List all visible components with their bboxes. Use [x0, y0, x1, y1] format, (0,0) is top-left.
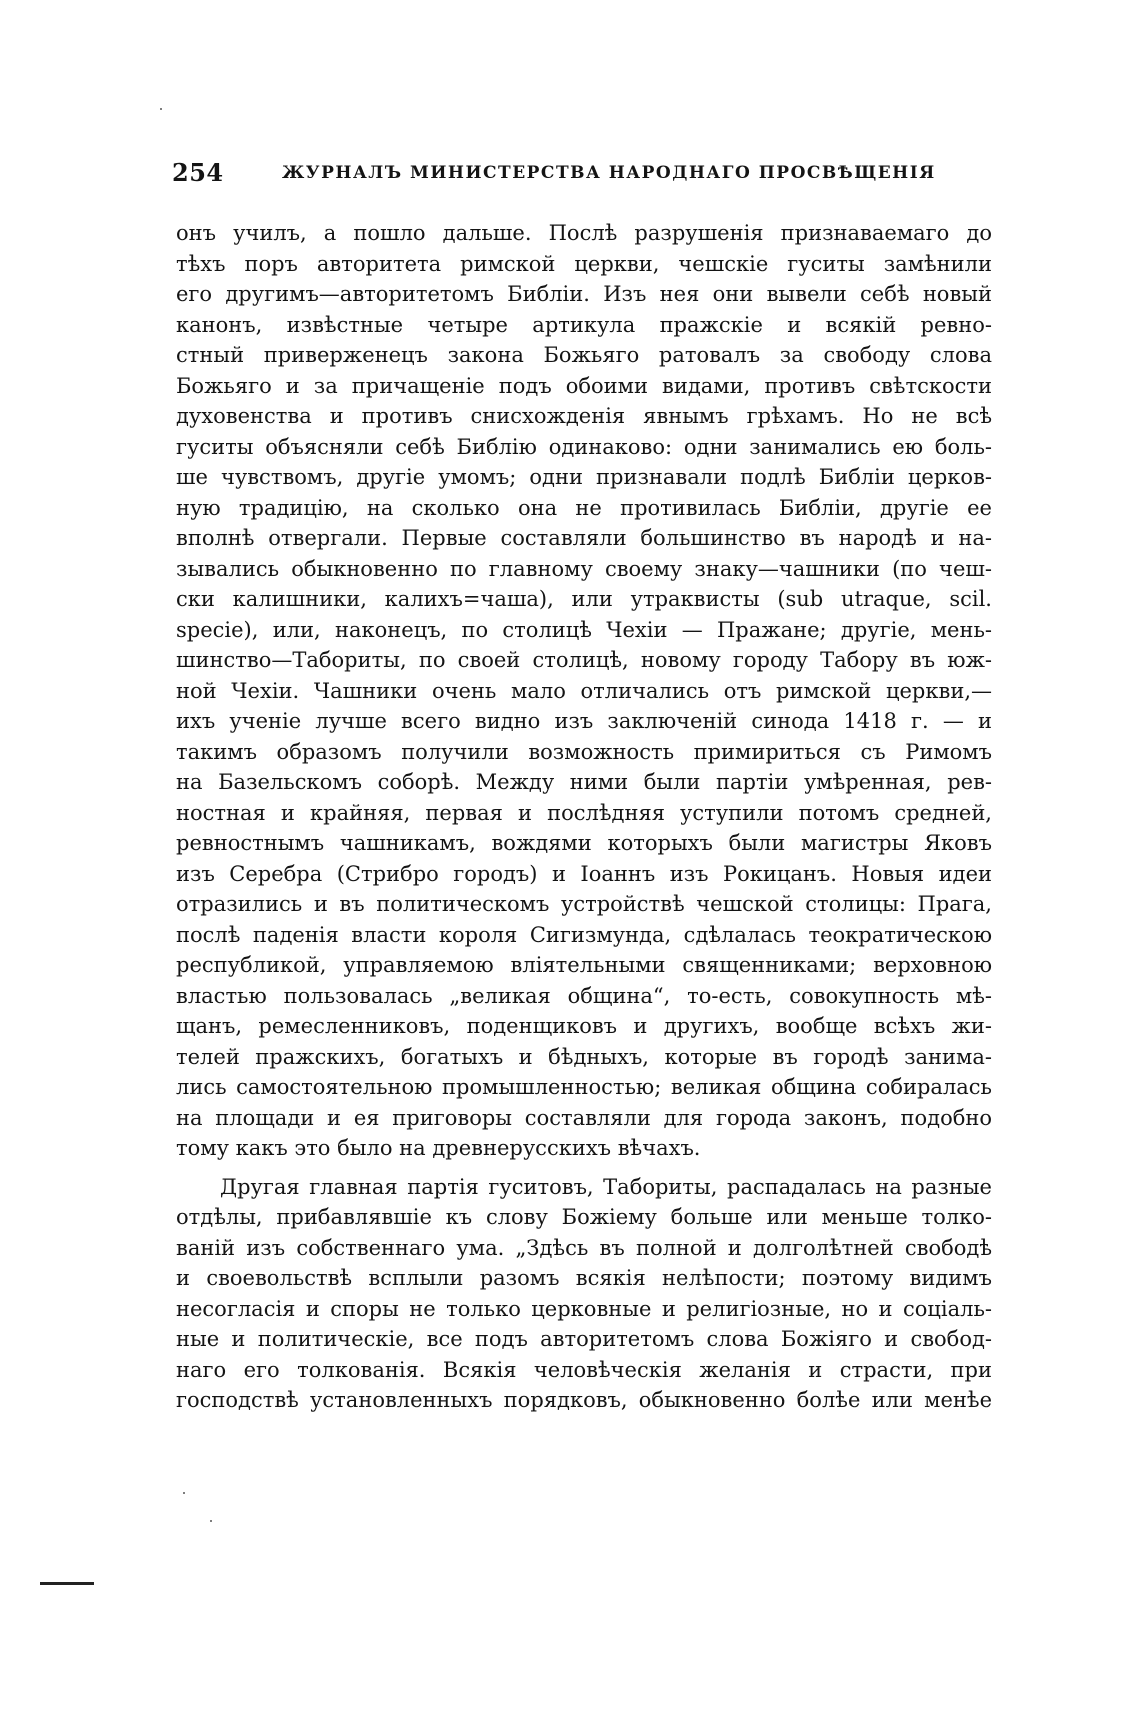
- text-line: канонъ, извѣстные четыре артикула пражскіе и всякій ревно-: [176, 312, 992, 337]
- text-line: ихъ ученіе лучше всего видно изъ заключеній синода 1418 г. — и: [176, 709, 992, 733]
- text-line: зывались обыкновенно по главному своему знаку—чашники (по чеш-: [176, 556, 992, 581]
- text-line: господствѣ установленныхъ порядковъ, обыкновенно болѣе или менѣе: [176, 1388, 992, 1412]
- text-line: отдѣлы, прибавлявшіе къ слову Божіему больше или меньше толко-: [176, 1205, 992, 1229]
- text-line: ные и политическіе, все подъ авторитетомъ слова Божіяго и свобод-: [176, 1327, 992, 1351]
- text-line: несогласія и споры не только церковные и религіозные, но и соціаль-: [176, 1296, 992, 1321]
- text-line: specie), или, наконецъ, по столицѣ Чехіи — Пражане; другіе, мень-: [176, 617, 992, 642]
- text-line: на Базельскомъ соборѣ. Между ними были партіи умѣренная, рев-: [176, 770, 992, 794]
- paragraph: [176, 1172, 992, 1416]
- text-line: щанъ, ремесленниковъ, поденщиковъ и другихъ, вообще всѣхъ жи-: [176, 1014, 992, 1038]
- text-line: наго его толкованія. Всякія человѣческія желанія и страсти, при: [176, 1357, 992, 1382]
- text-line: ной Чехіи. Чашники очень мало отличались отъ римской церкви,—: [176, 678, 992, 703]
- margin-rule: [40, 1582, 94, 1585]
- text-line: ную традицію, на сколько она не противилась Библіи, другіе ее: [176, 495, 992, 520]
- text-line: на площади и ея приговоры составляли для города законъ, подобно: [176, 1105, 992, 1130]
- text-line: лись самостоятельною промышленностью; великая община собиралась: [176, 1075, 992, 1099]
- text-line: ски калишники, калихъ=чаша), или утраквисты (sub utraque, scil.: [176, 587, 992, 611]
- page-header: [172, 158, 992, 194]
- page-number: 254: [172, 158, 224, 187]
- text-line: гуситы объясняли себѣ Библію одинаково: одни занимались ею боль-: [176, 434, 992, 459]
- text-line: такимъ образомъ получили возможность примириться съ Римомъ: [176, 739, 992, 764]
- text-line: стный приверженецъ закона Божьяго ратовалъ за свободу слова: [176, 343, 992, 367]
- text-line: тѣхъ поръ авторитета римской церкви, чешскіе гуситы замѣнили: [176, 251, 992, 276]
- text-line: вполнѣ отвергали. Первые составляли большинство въ народѣ и на-: [176, 526, 992, 550]
- text-line: отразились и въ политическомъ устройствѣ чешской столицы: Прага,: [176, 892, 992, 916]
- body-text: [176, 218, 992, 1416]
- text-line: духовенства и противъ снисхожденія явнымъ грѣхамъ. Но не всѣ: [176, 404, 992, 428]
- text-line: властью пользовалась „великая община“, то-есть, совокупность мѣ-: [176, 983, 992, 1008]
- text-line: Другая главная партія гуситовъ, Табориты, распадалась на разные: [220, 1174, 992, 1199]
- text-line: ностная и крайняя, первая и послѣдняя уступили потомъ средней,: [176, 800, 992, 825]
- text-line: ваній изъ собственнаго ума. „Здѣсь въ полной и долголѣтней свободѣ: [176, 1235, 992, 1260]
- speck: [210, 1520, 212, 1522]
- text-line: телей пражскихъ, богатыхъ и бѣдныхъ, которые въ городѣ занима-: [176, 1044, 992, 1069]
- text-line: ревностнымъ чашникамъ, вождями которыхъ были магистры Яковъ: [176, 831, 992, 855]
- text-line: шинство—Табориты, по своей столицѣ, новому городу Табору въ юж-: [176, 648, 992, 672]
- text-line: его другимъ—авторитетомъ Библіи. Изъ нея они вывели себѣ новый: [176, 282, 992, 306]
- text-line: послѣ паденія власти короля Сигизмунда, сдѣлалась теократическою: [176, 922, 992, 947]
- paragraph: [176, 218, 992, 1164]
- text-line: тому какъ это было на древнерусскихъ вѣчахъ.: [176, 1136, 701, 1160]
- paragraph-gap: [176, 1164, 992, 1172]
- speck: [160, 108, 162, 110]
- text-line: ше чувствомъ, другіе умомъ; одни признавали подлѣ Библіи церков-: [176, 465, 992, 489]
- text-line: республикой, управляемою вліятельными священниками; верховною: [176, 953, 992, 977]
- text-line: Божьяго и за причащеніе подъ обоими видами, противъ свѣтскости: [176, 373, 992, 398]
- text-line: изъ Серебра (Стрибро городъ) и Іоаннъ изъ Рокицанъ. Новыя идеи: [176, 861, 992, 886]
- speck: [183, 1492, 185, 1494]
- text-line: онъ училъ, а пошло дальше. Послѣ разрушенія признаваемаго до: [176, 221, 992, 245]
- text-line: и своевольствѣ всплыли разомъ всякія нелѣпости; поэтому видимъ: [176, 1266, 992, 1290]
- running-head: ЖУРНАЛЪ МИНИСТЕРСТВА НАРОДНАГО ПРОСВѢЩЕНІЯ: [282, 163, 936, 183]
